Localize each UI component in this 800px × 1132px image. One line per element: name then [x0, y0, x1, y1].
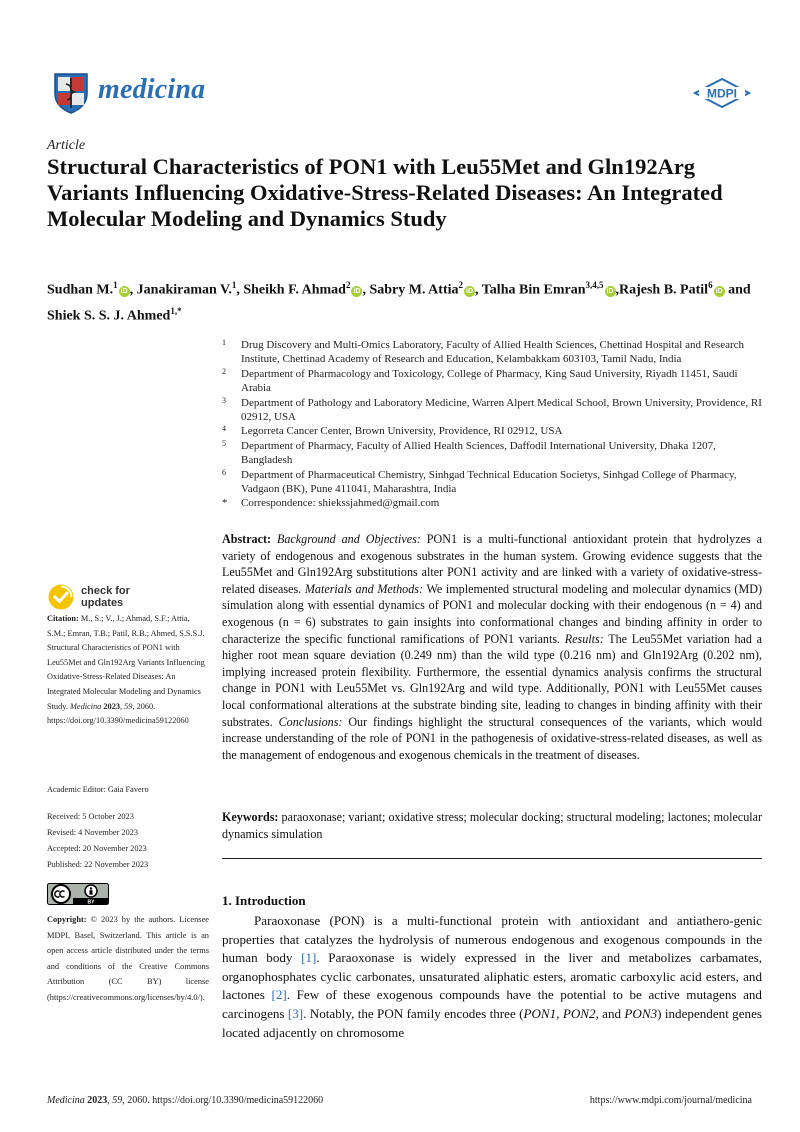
correspondence-email[interactable]: Correspondence: shiekssjahmed@gmail.com [241, 497, 440, 510]
affiliation-text: Department of Pathology and Laboratory Medicine, Warren Alpert Medical School, Brown University, Providence, RI 02912, USA [241, 396, 762, 424]
author-affiliation-marker: 3,4,5 [585, 280, 604, 290]
author-name: Janakiraman V. [136, 282, 232, 298]
check-for-updates-button[interactable] [47, 583, 167, 613]
abstract-conclusions-text: Our findings highlight the structural consequences of the variants, which would increase understanding of the role of PON1 in the pathogenesis of oxidative-stress-related diseases, as well as the management of endogenous and exogenous chemicals in the treatment of diseases. [222, 714, 762, 762]
journal-name: medicina [98, 74, 206, 105]
abstract-label: Abstract: [222, 532, 272, 546]
author-name: Rajesh B. Patil [619, 282, 709, 298]
check-updates-icon [47, 583, 75, 611]
affiliation-item [222, 367, 762, 396]
author-separator: and [724, 282, 751, 298]
author-name: Sudhan M. [47, 282, 114, 298]
citation-text: M., S.; V., J.; Ahmad, S.F.; Attia, S.M.; Emran, T.B.; Patil, R.B.; Ahmed, S.S.S.J. Structural Characteristics of PON1 with Leu55Met and Gln192Arg Variants Influencing Oxidative-Stress-Related Diseases: An Integrated Molecular Modeling and Dynamics Study. [47, 614, 205, 711]
abstract-background-text: PON1 is a multi-functional antioxidant protein that hydrolyzes a variety of endogenous and exogenous substrates in the human system. Growing evidence suggests that the Leu55Met and Gln192Arg substitutions alter PON1 activity and are linked with a variety of oxidative-stress-related diseases. [222, 532, 762, 596]
orcid-icon[interactable]: iD [353, 287, 361, 295]
gene-name: PON3 [624, 1005, 658, 1021]
publication-dates [47, 809, 207, 873]
abstract-methods-text: We implemented structural modeling and molecular dynamics (MD) simulation along with essential dynamics of PON1 and molecular docking with their endogenous (n = 4) and exogenous (n = 6) substrates to gain insights into conformational changes and binding affinity in order to characterize the specific functional ramifications of PON1 variants. [222, 581, 762, 646]
affiliation-item [222, 424, 762, 438]
affiliation-item [222, 338, 762, 367]
citation-doi[interactable]: , 2060. https://doi.org/10.3390/medicina59122060 [47, 701, 189, 726]
author-name: Sheikh F. Ahmad [243, 282, 346, 298]
abstract-methods-label: Materials and Methods: [304, 581, 423, 596]
section-divider [222, 858, 762, 859]
copyright-notice [47, 912, 209, 1006]
orcid-icon[interactable]: iD [606, 287, 614, 295]
author-affiliation-marker: 2 [458, 280, 463, 290]
citation-journal: Medicina [69, 701, 102, 711]
affiliation-item [222, 396, 762, 425]
check-updates-text [81, 585, 130, 609]
affiliation-text: Department of Pharmacy, Faculty of Allied Health Sciences, Daffodil International University, Dhaka 1207, Bangladesh [241, 439, 716, 467]
author-separator: , [236, 282, 244, 298]
correspondence [222, 496, 762, 510]
footer-journal: Medicina [47, 1095, 85, 1106]
author-affiliation-marker: 1 [231, 280, 237, 290]
date-published: Published: 22 November 2023 [47, 860, 149, 869]
author-separator: , [362, 282, 370, 298]
copyright-text: © 2023 by the authors. Licensee MDPI, Basel, Switzerland. This article is an open access article distributed under the terms and conditions of the Creative Commons Attribution (CC BY) license (https://creativecommons.org/licenses/by/4.0/). [47, 915, 210, 1002]
date-accepted: Accepted: 20 November 2023 [47, 844, 147, 853]
orcid-icon[interactable]: iD [715, 287, 723, 295]
keywords-text: paraoxonase; variant; oxidative stress; molecular docking; structural modeling; lactones; molecular dynamics simulation [222, 810, 762, 841]
keywords-label: Keywords: [222, 810, 279, 824]
intro-text: , [556, 1005, 563, 1021]
article-title: Structural Characteristics of PON1 with Leu55Met and Gln192Arg Variants Influencing Oxidative-Stress-Related Diseases: An Integrated Molecular Modeling and Dynamics Study [47, 154, 723, 231]
abstract-background-label: Background and Objectives: [277, 532, 421, 546]
affiliation-number: 6 [222, 467, 226, 477]
affiliation-number: 5 [222, 438, 226, 448]
academic-editor: Academic Editor: Gaia Favero [47, 785, 149, 794]
citation-block: Citation: M., S.; V., J.; Ahmad, S.F.; Attia, S.M.; Emran, T.B.; Patil, R.B.; Ahmed, S.S.S.J. Structural Characteristics of PON1 with Leu55Met and Gln192Arg Variants Influencing Oxidative-Stress-Related Diseases: An Integrated Molecular Modeling and Dynamics Study. Medicina 2023, 59, 2060. https://doi.org/10.3390/medicina59122060 [47, 614, 205, 726]
affiliation-text: Department of Pharmacology and Toxicology, College of Pharmacy, King Saud University, Riyadh 11451, Saudi Arabia [241, 367, 738, 395]
abstract-results-text: The Leu55Met variation had a higher root mean square deviation (0.249 nm) than the wild type (0.216 nm) and Gln192Arg (0.202 nm), implying increased protein flexibility. Furthermore, the essential dynamics analysis confirms the structural change in PON1 with Leu55Met vs. Gln192Arg and wild type. Additionally, PON1 with Leu55Met causes local conformational alterations at the substrate binding site, leading to changes in binding affinity with their substrates. [222, 631, 762, 729]
affiliation-item [222, 439, 762, 468]
author-name: Sabry M. Attia [369, 282, 459, 298]
date-received: Received: 5 October 2023 [47, 812, 134, 821]
copyright-label: Copyright: [47, 915, 87, 924]
affiliation-item [222, 468, 762, 497]
footer-volume: 59 [112, 1095, 123, 1106]
correspondence-mark: * [222, 497, 228, 510]
footer-citation: Medicina 2023, 59, 2060. https://doi.org/10.3390/medicina59122060 [47, 1095, 324, 1106]
citation-label: Citation: [47, 614, 79, 623]
reference-link-1[interactable]: [1] [301, 950, 317, 966]
intro-text: . Few of these exogenous compounds have the potential to be active mutagens and carcinogens [222, 987, 762, 1021]
affiliation-number: 2 [222, 366, 226, 376]
citation-year: 2023 [103, 701, 120, 711]
article-type: Article [47, 138, 86, 153]
gene-name: PON2 [562, 1005, 596, 1021]
intro-text: . Notably, the PON family encodes three ( [303, 1005, 524, 1021]
author-affiliation-marker: 6 [708, 280, 713, 290]
gene-name: PON1 [523, 1005, 557, 1021]
mdpi-logo-icon [693, 78, 751, 108]
check-updates-line1: check for [81, 585, 130, 597]
reference-link-2[interactable]: [2] [271, 987, 287, 1003]
author-affiliation-marker: 2 [345, 280, 351, 290]
affiliation-number: 4 [222, 424, 226, 434]
author-affiliation-marker: 1 [113, 280, 118, 290]
author-list [47, 275, 767, 326]
author-name: Shiek S. S. J. Ahmed [47, 308, 171, 324]
introduction-paragraph [222, 912, 762, 1042]
author-affiliation-marker: 1,* [170, 305, 182, 316]
intro-text: Paraoxonase (PON) is a multi-functional protein with antioxidant and antiathero-genic properties that catalyzes the hydrolysis of numerous endogenous and exogenous compounds in the human body [222, 913, 762, 966]
orcid-icon[interactable]: iD [466, 287, 473, 295]
author-name: Talha Bin Emran [481, 282, 586, 298]
svg-text:BY: BY [87, 899, 95, 905]
medicina-shield-logo-icon [52, 72, 90, 114]
footer-journal-url[interactable]: https://www.mdpi.com/journal/medicina [589, 1095, 752, 1106]
footer-doi-link[interactable]: , 2060. https://doi.org/10.3390/medicina59122060 [122, 1095, 324, 1106]
intro-text: , and [595, 1005, 625, 1021]
intro-text: . Paraoxonase is widely expressed in the liver and metabolizes carbamates, organophosphates cyclic carbonates, unsaturated aliphatic esters, aromatic carboxylic acid esters, and lactones [222, 950, 762, 1003]
affiliation-text: Legorreta Cancer Center, Brown University, Providence, RI 02912, USA [241, 425, 563, 438]
affiliations [222, 338, 762, 511]
author-separator: , [475, 282, 482, 298]
date-revised: Revised: 4 November 2023 [47, 828, 139, 837]
introduction-heading: 1. Introduction [222, 893, 306, 908]
check-updates-line2: updates [81, 597, 124, 609]
affiliation-number: 1 [222, 338, 226, 347]
affiliation-text: Department of Pharmaceutical Chemistry, Sinhgad Technical Education Societys, Sinhgad College of Pharmacy, Vadgaon (BK), Pune 411041, Maharashtra, India [241, 468, 737, 496]
affiliation-number: 3 [222, 395, 226, 405]
abstract-results-label: Results: [564, 631, 604, 646]
citation-volume: 59 [124, 701, 133, 711]
cc-by-license-icon[interactable] [47, 883, 109, 905]
author-separator: , [615, 282, 619, 298]
keywords [222, 809, 762, 842]
publisher-name: MDPI [707, 86, 737, 101]
intro-text: ) independent genes located adjacently on chromosome [222, 1005, 762, 1040]
abstract-conclusions-label: Conclusions: [278, 714, 343, 729]
affiliation-text: Drug Discovery and Multi-Omics Laboratory, Faculty of Allied Health Sciences, Chettinad Hospital and Research Institute, Chettinad Academy of Research and Education, Kelambakkam 603103, Tamil Nadu, India [241, 339, 745, 366]
orcid-icon[interactable]: iD [120, 287, 128, 295]
abstract [222, 531, 762, 763]
author-separator: , [129, 282, 137, 298]
footer-year: 2023 [87, 1095, 108, 1106]
reference-link-3[interactable]: [3] [287, 1005, 304, 1021]
